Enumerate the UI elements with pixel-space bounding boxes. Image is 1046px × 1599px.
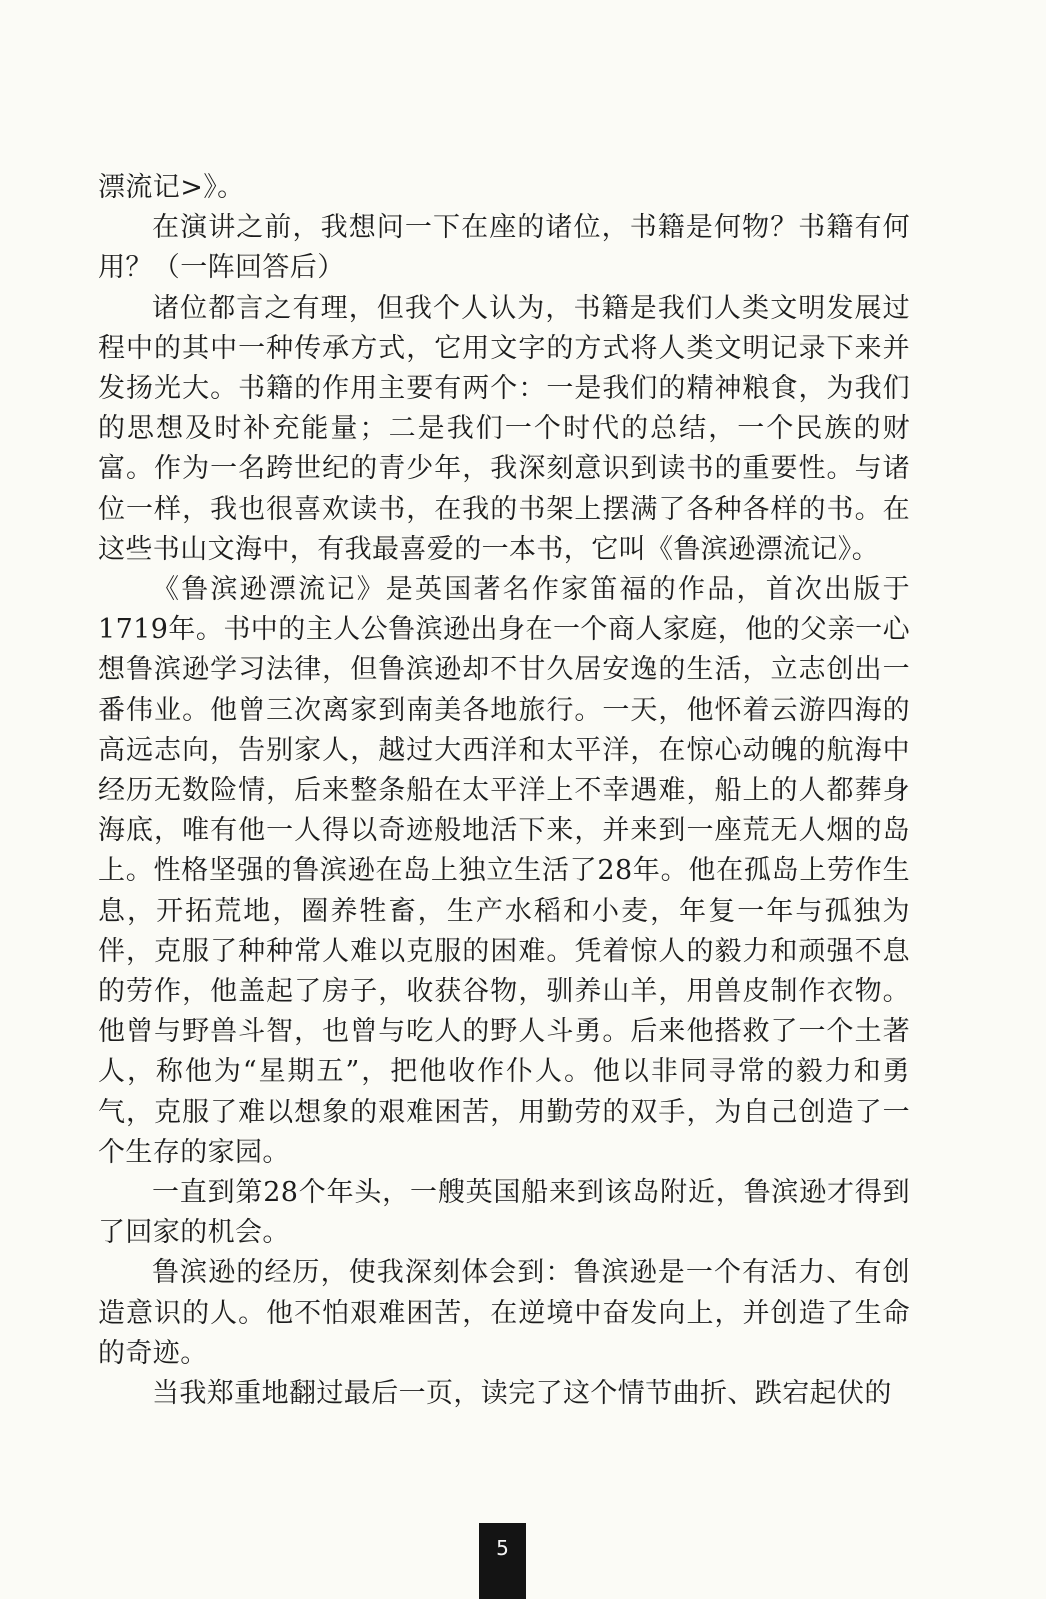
paragraph-robinson-story: 《鲁滨逊漂流记》是英国著名作家笛福的作品，首次出版于1719年。书中的主人公鲁滨逊出身在一个商人家庭，他的父亲一心想鲁滨逊学习法律，但鲁滨逊却不甘久居安逸的生活，立志创出一番伟业。他曾三次离家到南美各地旅行。一天，他怀着云游四海的高远志向，告别家人，越过大西洋和太平洋，在惊心动魄的航海中经历无数险情，后来整条船在太平洋上不幸遇难，船上的人都葬身海底，唯有他一人得以奇迹般地活下来，并来到一座荒无人烟的岛上。性格坚强的鲁滨逊在岛上独立生活了28年。他在孤岛上劳作生息，开拓荒地，圈养牲畜，生产水稻和小麦，年复一年与孤独为伴，克服了种种常人难以克服的困难。凭着惊人的毅力和顽强不息的劳作，他盖起了房子，收获谷物，驯养山羊，用兽皮制作衣物。他曾与野兽斗智，也曾与吃人的野人斗勇。后来他搭救了一个土著人，称他为“星期五”，把他收作仆人。他以非同寻常的毅力和勇气，克服了难以想象的艰难困苦，用勤劳的双手，为自己创造了一个生存的家园。: [98, 574, 910, 1168]
paragraph-reflection: 鲁滨逊的经历，使我深刻体会到：鲁滨逊是一个有活力、有创造意识的人。他不怕艰难困苦，在逆境中奋发向上，并创造了生命的奇迹。: [98, 1257, 910, 1369]
paragraph-continuation: 漂流记>》。: [98, 172, 245, 203]
paragraph-rescue: 一直到第28个年头，一艘英国船来到该岛附近，鲁滨逊才得到了回家的机会。: [98, 1177, 910, 1249]
page-number-tab: [479, 1523, 526, 1599]
page-number: 5: [496, 1536, 509, 1560]
body-text: [98, 168, 910, 1414]
paragraph-final-page: 当我郑重地翻过最后一页，读完了这个情节曲折、跌宕起伏的: [152, 1378, 892, 1410]
paragraph-question: 在演讲之前，我想问一下在座的诸位，书籍是何物？书籍有何用？（一阵回答后）: [98, 212, 910, 284]
paragraph-books-role: 诸位都言之有理，但我个人认为，书籍是我们人类文明发展过程中的其中一种传承方式，它用文字的方式将人类文明记录下来并发扬光大。书籍的作用主要有两个：一是我们的精神粮食，为我们的思想及时补充能量；二是我们一个时代的总结，一个民族的财富。作为一名跨世纪的青少年，我深刻意识到读书的重要性。与诸位一样，我也很喜欢读书，在我的书架上摆满了各种各样的书。在这些书山文海中，有我最喜爱的一本书，它叫《鲁滨逊漂流记》。: [98, 292, 910, 565]
